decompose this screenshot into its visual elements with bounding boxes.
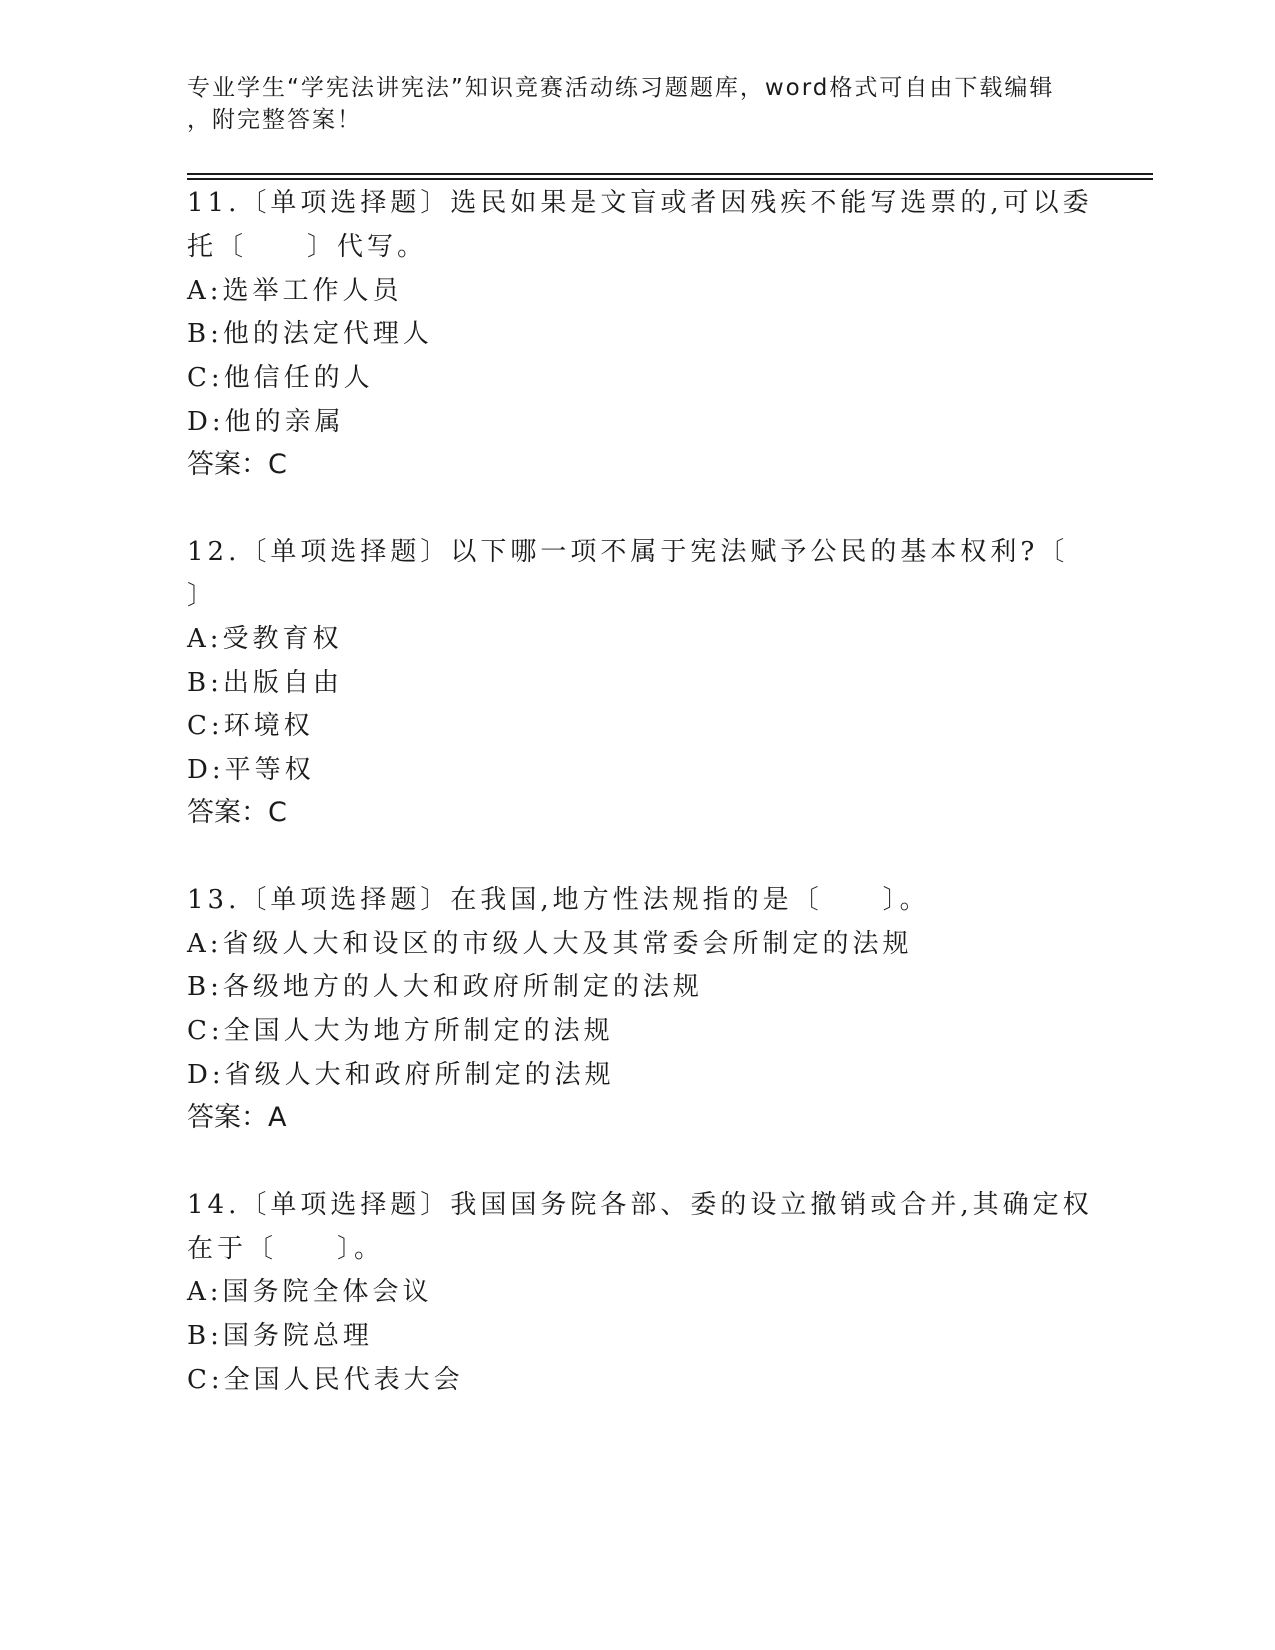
option-a: A:受教育权: [187, 624, 343, 654]
option-a: A:选举工作人员: [187, 276, 403, 306]
option-d: D:平等权: [187, 755, 315, 785]
option-a: A:国务院全体会议: [187, 1277, 433, 1307]
document-title-line-2: ，附完整答案！: [187, 107, 362, 133]
option-b: B:出版自由: [187, 668, 343, 698]
header-rule-top: [187, 173, 1153, 175]
option-c: C:全国人民代表大会: [187, 1365, 464, 1395]
option-b: B:国务院总理: [187, 1321, 373, 1351]
option-a: A:省级人大和设区的市级人大及其常委会所制定的法规: [187, 929, 913, 959]
question-stem: 11.〔单项选择题〕选民如果是文盲或者因残疾不能写选票的,可以委: [187, 188, 1093, 218]
question-stem-continued: 在于〔 〕。: [187, 1234, 385, 1264]
option-d: D:省级人大和政府所制定的法规: [187, 1060, 615, 1090]
question-stem: 13.〔单项选择题〕在我国,地方性法规指的是〔 〕。: [187, 885, 930, 915]
answer: 答案：A: [187, 1102, 287, 1133]
option-b: B:他的法定代理人: [187, 319, 433, 349]
option-c: C:他信任的人: [187, 363, 374, 393]
question-stem: 12.〔单项选择题〕以下哪一项不属于宪法赋予公民的基本权利?〔: [187, 537, 1069, 567]
answer: 答案：C: [187, 797, 287, 828]
header-rule-bottom: [187, 178, 1153, 180]
document-title-line-1: 专业学生“学宪法讲宪法”知识竞赛活动练习题题库，word格式可自由下载编辑: [187, 75, 1055, 101]
question-stem: 14.〔单项选择题〕我国国务院各部、委的设立撤销或合并,其确定权: [187, 1190, 1093, 1220]
option-c: C:全国人大为地方所制定的法规: [187, 1016, 614, 1046]
question-stem-continued: 托〔 〕代写。: [187, 232, 428, 262]
question-stem-continued: 〕: [187, 581, 218, 611]
option-b: B:各级地方的人大和政府所制定的法规: [187, 972, 703, 1002]
option-c: C:环境权: [187, 711, 314, 741]
answer: 答案：C: [187, 449, 287, 480]
option-d: D:他的亲属: [187, 407, 345, 437]
